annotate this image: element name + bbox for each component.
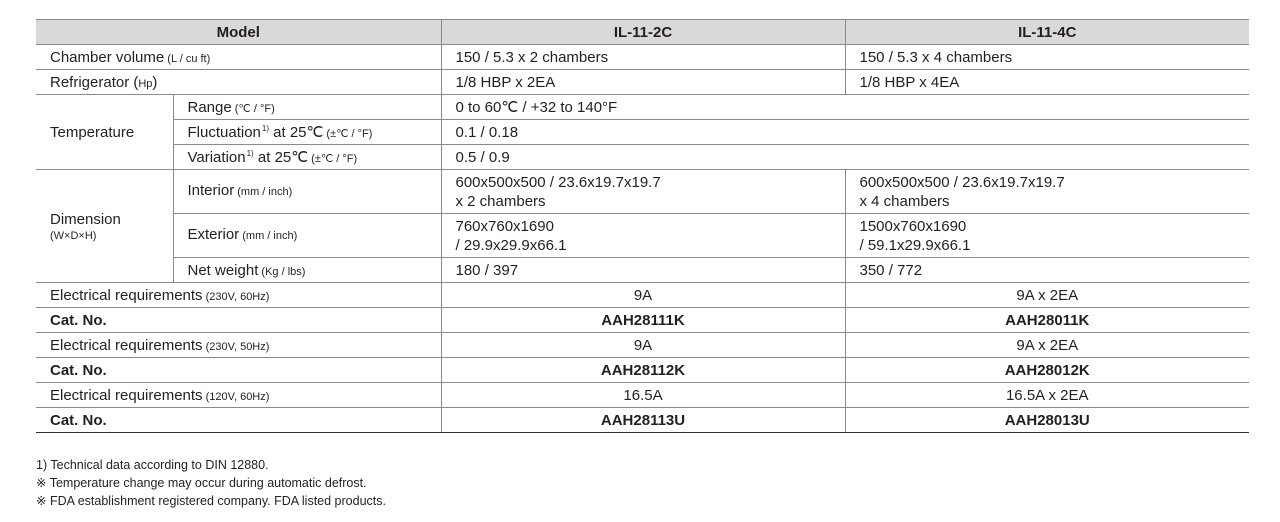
interior-value-2: 600x500x500 / 23.6x19.7x19.7 x 4 chambers bbox=[845, 170, 1249, 214]
footnote-fda: ※ FDA establishment registered company. FDA listed products. bbox=[36, 494, 386, 508]
refrigerator-label: Refrigerator (Hp) bbox=[36, 70, 441, 95]
interior-row bbox=[36, 170, 1249, 214]
electrical-row-3 bbox=[36, 383, 1249, 408]
chamber-volume-label: Chamber volume (L / cu ft) bbox=[36, 45, 441, 70]
cat-no-row-2 bbox=[36, 358, 1249, 383]
chamber-volume-row bbox=[36, 45, 1249, 70]
cat-no-1-value-2: AAH28011K bbox=[845, 308, 1249, 333]
refrigerator-row bbox=[36, 70, 1249, 95]
range-label: Range (℃ / °F) bbox=[173, 95, 441, 120]
fluctuation-label: Fluctuation$^{1)}$ at 25℃ (±℃ / °F) bbox=[173, 120, 441, 145]
electrical-row-2 bbox=[36, 333, 1249, 358]
interior-label: Interior (mm / inch) bbox=[173, 170, 441, 214]
electrical-3-value-2: 16.5A x 2EA bbox=[845, 383, 1249, 408]
fluctuation-row bbox=[36, 120, 1249, 145]
cat-no-label-1: Cat. No. bbox=[36, 308, 441, 333]
exterior-value-1: 760x760x1690 / 29.9x29.9x66.1 bbox=[441, 214, 845, 258]
cat-no-1-value-1: AAH28111K bbox=[441, 308, 845, 333]
net-weight-value-1: 180 / 397 bbox=[441, 258, 845, 283]
electrical-1-value-1: 9A bbox=[441, 283, 845, 308]
exterior-value-2: 1500x760x1690 / 59.1x29.9x66.1 bbox=[845, 214, 1249, 258]
dimension-label bbox=[36, 170, 173, 283]
footnote-defrost: ※ Temperature change may occur during automatic defrost. bbox=[36, 476, 367, 490]
cat-no-label-2: Cat. No. bbox=[36, 358, 441, 383]
dimension-title: Dimension bbox=[50, 210, 121, 228]
variation-row bbox=[36, 145, 1249, 170]
electrical-label-1: Electrical requirements (230V, 60Hz) bbox=[36, 283, 441, 308]
cat-no-2-value-1: AAH28112K bbox=[441, 358, 845, 383]
dimension-subtitle: (W×D×H) bbox=[50, 229, 97, 242]
cat-no-3-value-2: AAH28013U bbox=[845, 408, 1249, 433]
fluctuation-value: 0.1 / 0.18 bbox=[441, 120, 1249, 145]
refrigerator-value-1: 1/8 HBP x 2EA bbox=[441, 70, 845, 95]
spec-table bbox=[36, 19, 1249, 433]
cat-no-row-3 bbox=[36, 408, 1249, 433]
footnotes bbox=[36, 456, 386, 510]
cat-no-row-1 bbox=[36, 308, 1249, 333]
variation-label: Variation$^{1)}$ at 25℃ (±℃ / °F) bbox=[173, 145, 441, 170]
chamber-volume-value-1: 150 / 5.3 x 2 chambers bbox=[441, 45, 845, 70]
exterior-row bbox=[36, 214, 1249, 258]
header-model: Model bbox=[36, 20, 441, 45]
electrical-label-3: Electrical requirements (120V, 60Hz) bbox=[36, 383, 441, 408]
cat-no-3-value-1: AAH28113U bbox=[441, 408, 845, 433]
cat-no-label-3: Cat. No. bbox=[36, 408, 441, 433]
electrical-1-value-2: 9A x 2EA bbox=[845, 283, 1249, 308]
electrical-2-value-1: 9A bbox=[441, 333, 845, 358]
cat-no-2-value-2: AAH28012K bbox=[845, 358, 1249, 383]
footnote-din: 1) Technical data according to DIN 12880. bbox=[36, 458, 269, 472]
exterior-label: Exterior (mm / inch) bbox=[173, 214, 441, 258]
refrigerator-value-2: 1/8 HBP x 4EA bbox=[845, 70, 1249, 95]
electrical-2-value-2: 9A x 2EA bbox=[845, 333, 1249, 358]
electrical-row-1 bbox=[36, 283, 1249, 308]
net-weight-row bbox=[36, 258, 1249, 283]
header-model-1: IL-11-2C bbox=[441, 20, 845, 45]
header-model-2: IL-11-4C bbox=[845, 20, 1249, 45]
net-weight-value-2: 350 / 772 bbox=[845, 258, 1249, 283]
net-weight-label: Net weight (Kg / lbs) bbox=[173, 258, 441, 283]
electrical-label-2: Electrical requirements (230V, 50Hz) bbox=[36, 333, 441, 358]
variation-value: 0.5 / 0.9 bbox=[441, 145, 1249, 170]
chamber-volume-value-2: 150 / 5.3 x 4 chambers bbox=[845, 45, 1249, 70]
range-value: 0 to 60℃ / +32 to 140°F bbox=[441, 95, 1249, 120]
temperature-label: Temperature bbox=[36, 95, 173, 170]
interior-value-1: 600x500x500 / 23.6x19.7x19.7 x 2 chambers bbox=[441, 170, 845, 214]
header-row bbox=[36, 20, 1249, 45]
temperature-range-row bbox=[36, 95, 1249, 120]
electrical-3-value-1: 16.5A bbox=[441, 383, 845, 408]
